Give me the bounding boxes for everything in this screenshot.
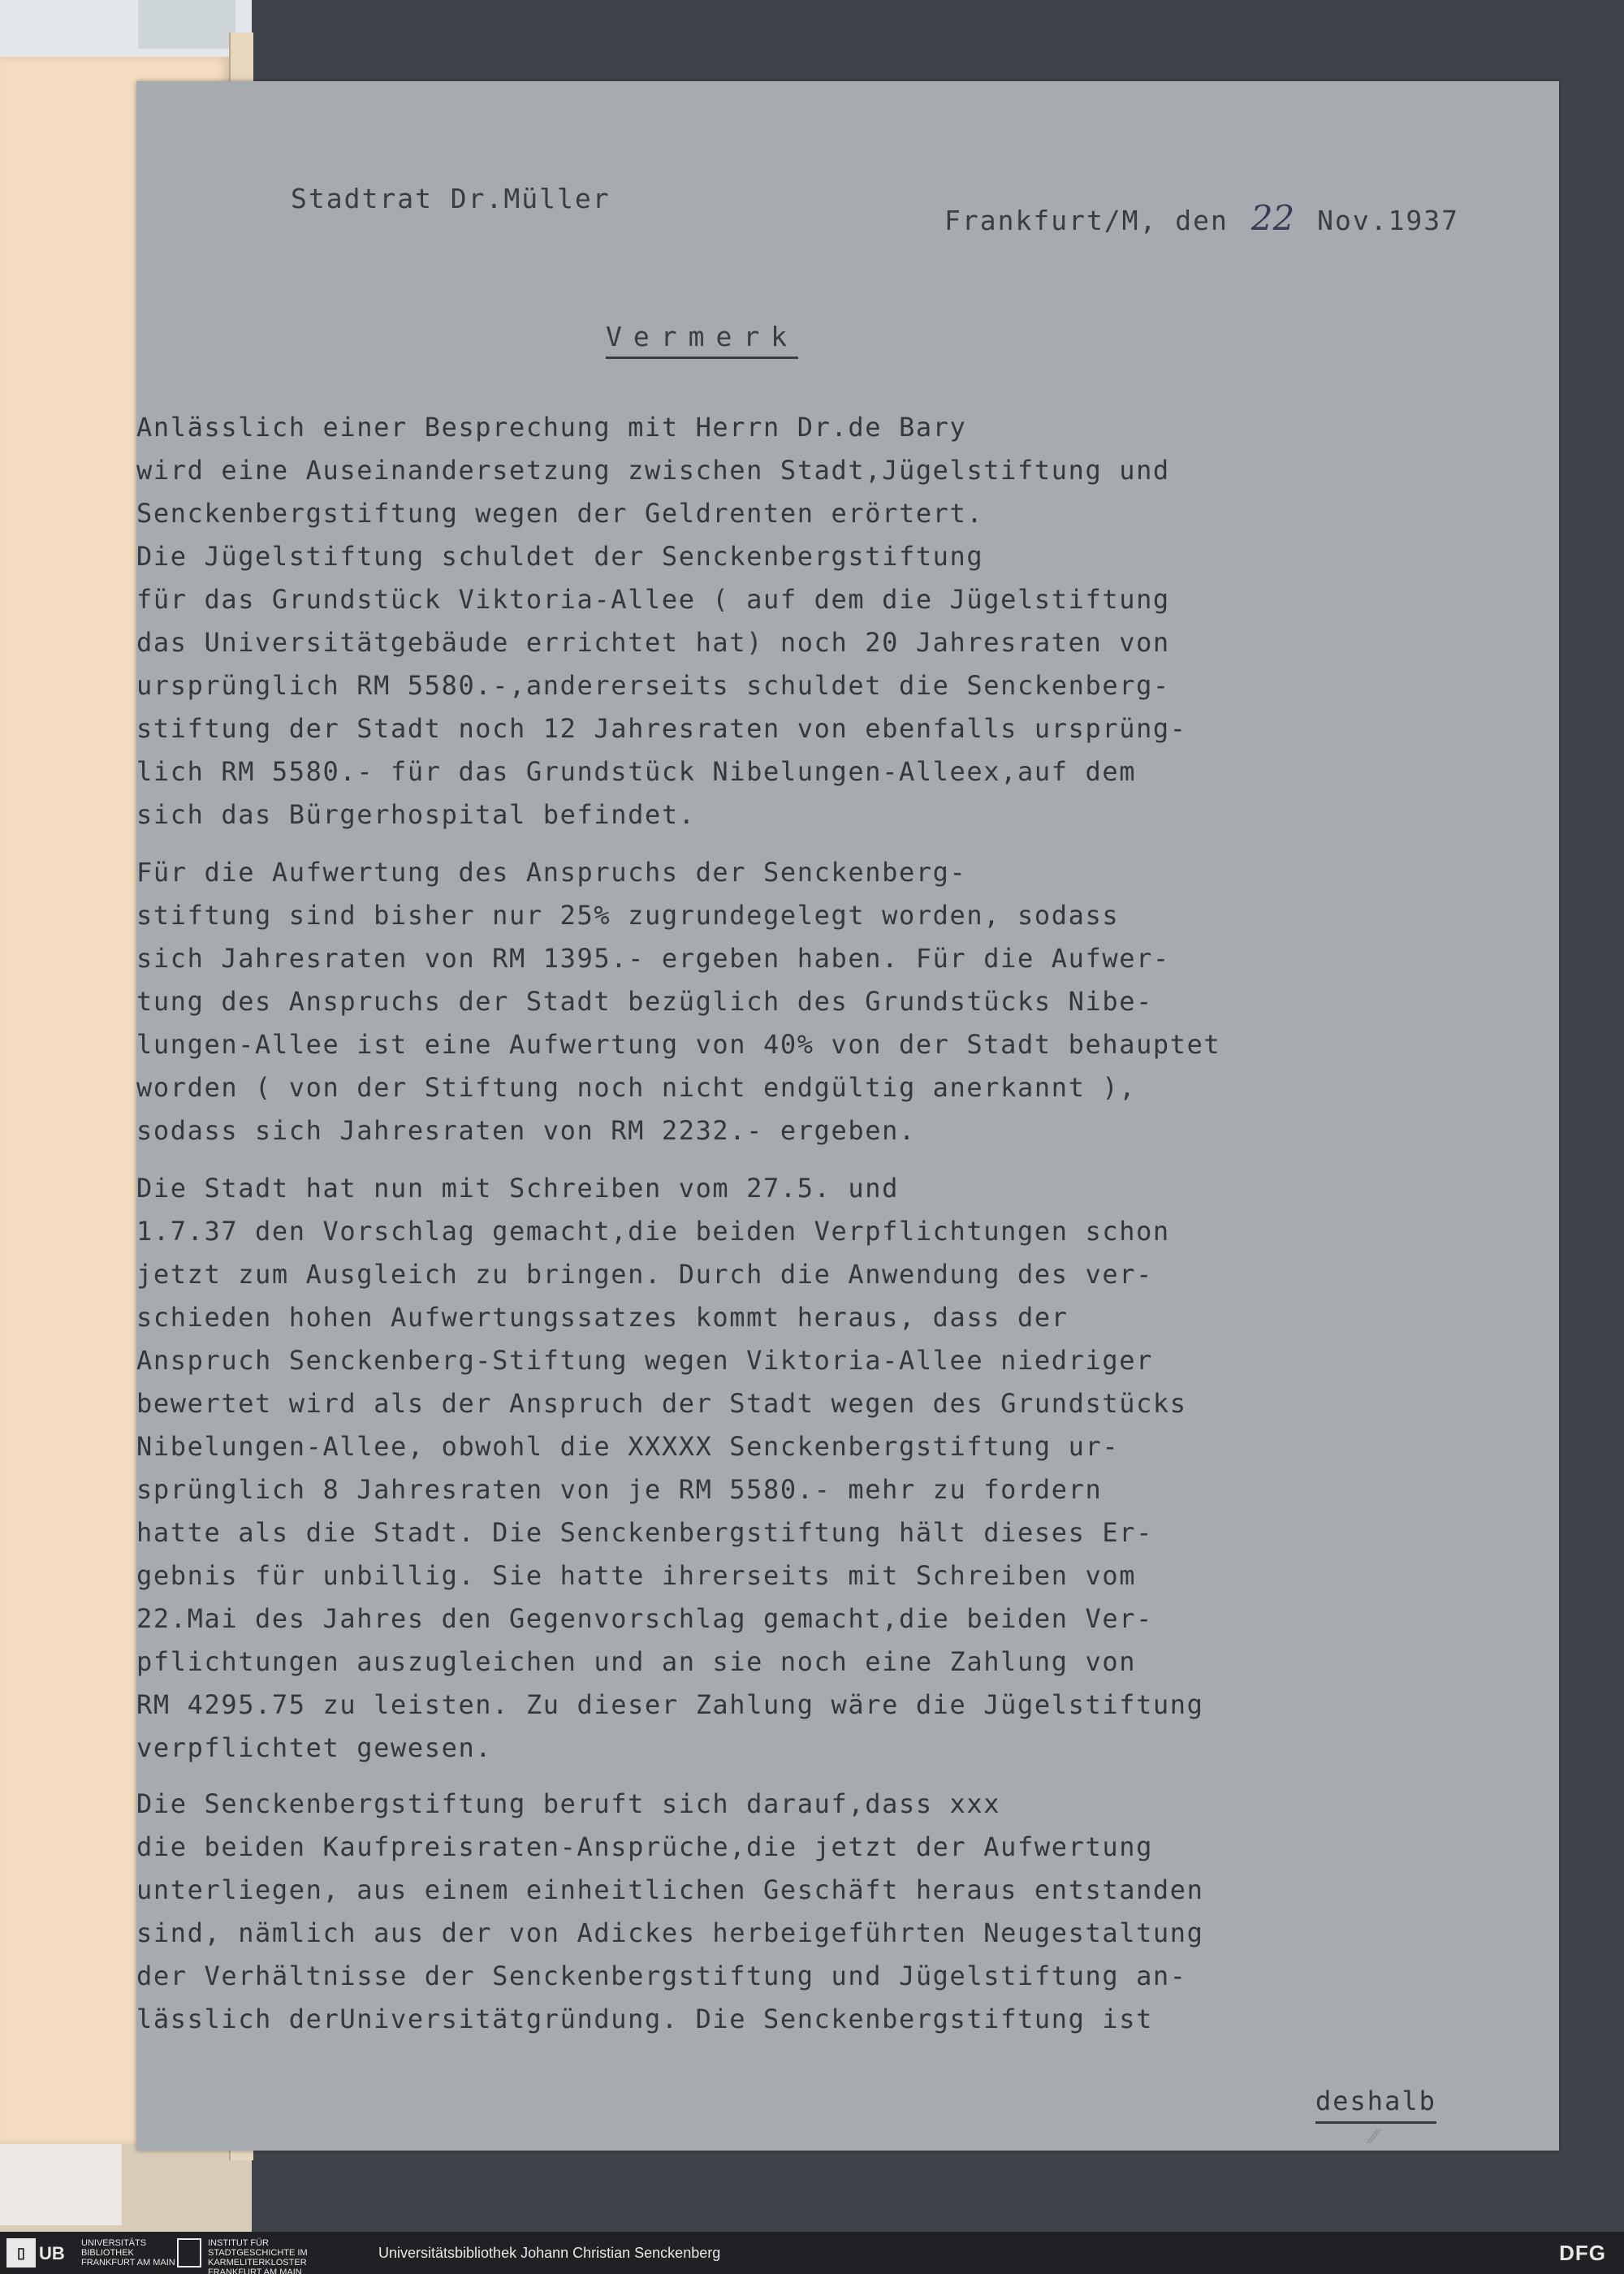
- body-line: sich Jahresraten von RM 1395.- ergeben haben. Für die Aufwer-: [136, 943, 1170, 974]
- body-line: das Universitätgebäude errichtet hat) noch 20 Jahresraten von: [136, 627, 1170, 658]
- body-line: Die Stadt hat nun mit Schreiben vom 27.5. und: [136, 1173, 899, 1204]
- body-line: RM 4295.75 zu leisten. Zu dieser Zahlung wäre die Jügelstiftung: [136, 1689, 1204, 1720]
- folder-bottom-paper: [0, 2144, 122, 2225]
- sender-line: Stadtrat Dr.Müller: [291, 183, 611, 214]
- body-line: pflichtungen auszugleichen und an sie noch eine Zahlung von: [136, 1646, 1137, 1677]
- body-line: stiftung der Stadt noch 12 Jahresraten von ebenfalls ursprüng-: [136, 713, 1187, 744]
- body-line: jetzt zum Ausgleich zu bringen. Durch die Anwendung des ver-: [136, 1259, 1153, 1290]
- institute-logo-icon: [177, 2238, 201, 2268]
- body-line: sprünglich 8 Jahresraten von je RM 5580.- mehr zu fordern: [136, 1474, 1103, 1505]
- document-title: Vermerk: [606, 323, 798, 359]
- ub-name: UNIVERSITÄTS BIBLIOTHEK FRANKFURT AM MAIN: [81, 2238, 175, 2268]
- body-line: 22.Mai des Jahres den Gegenvorschlag gemacht,die beiden Ver-: [136, 1603, 1153, 1634]
- body-line: unterliegen, aus einem einheitlichen Geschäft heraus entstanden: [136, 1874, 1204, 1905]
- body-line: die beiden Kaufpreisraten-Ansprüche,die jetzt der Aufwertung: [136, 1831, 1153, 1862]
- body-line: sich das Bürgerhospital befindet.: [136, 799, 696, 830]
- date-place: Frankfurt/M, den: [944, 205, 1229, 236]
- date-line: [944, 198, 1460, 238]
- ub-abbreviation: UB: [39, 2243, 65, 2263]
- body-line: worden ( von der Stiftung noch nicht endgültig anerkannt ),: [136, 1072, 1137, 1103]
- body-line: Die Jügelstiftung schuldet der Senckenbergstiftung: [136, 541, 984, 572]
- body-line: der Verhältnisse der Senckenbergstiftung und Jügelstiftung an-: [136, 1961, 1187, 1991]
- body-line: lich RM 5580.- für das Grundstück Nibelungen-Alleex,auf dem: [136, 756, 1137, 787]
- body-line: sodass sich Jahresraten von RM 2232.- ergeben.: [136, 1115, 916, 1146]
- body-line: gebnis für unbillig. Sie hatte ihrerseits mit Schreiben vom: [136, 1560, 1137, 1591]
- date-day-handwritten: 22: [1250, 198, 1295, 238]
- body-line: wird eine Auseinandersetzung zwischen Stadt,Jügelstiftung und: [136, 455, 1170, 486]
- dfg-logo: DFG: [1559, 2241, 1606, 2265]
- body-line: Anlässlich einer Besprechung mit Herrn Dr.de Bary: [136, 412, 967, 443]
- document-sheet: [136, 81, 1559, 2151]
- body-line: Die Senckenbergstiftung beruft sich darauf,dass xxx: [136, 1788, 1001, 1819]
- ub-logo-icon: ▯: [6, 2238, 36, 2268]
- body-line: Senckenbergstiftung wegen der Geldrenten erörtert.: [136, 498, 984, 529]
- institute-name: INSTITUT FÜR STADTGESCHICHTE IM KARMELITERKLOSTER FRANKFURT AM MAIN: [208, 2238, 308, 2274]
- body-line: sind, nämlich aus der von Adickes herbeigeführten Neugestaltung: [136, 1917, 1204, 1948]
- pencil-mark: ⁄⁄: [1371, 2128, 1377, 2148]
- footer-bar: [0, 2232, 1624, 2274]
- body-line: Nibelungen-Allee, obwohl die XXXXX Senckenbergstiftung ur-: [136, 1431, 1120, 1462]
- body-line: 1.7.37 den Vorschlag gemacht,die beiden Verpflichtungen schon: [136, 1216, 1170, 1247]
- body-line: lässlich derUniversitätgründung. Die Senckenbergstiftung ist: [136, 2004, 1153, 2034]
- date-month-year: Nov.1937: [1317, 205, 1460, 236]
- folder-top-stripe: [138, 0, 235, 49]
- body-line: bewertet wird als der Anspruch der Stadt wegen des Grundstücks: [136, 1388, 1187, 1419]
- body-line: lungen-Allee ist eine Aufwertung von 40% von der Stadt behauptet: [136, 1029, 1221, 1060]
- body-line: schieden hohen Aufwertungssatzes kommt heraus, dass der: [136, 1302, 1069, 1333]
- library-name: Universitätsbibliothek Johann Christian Senckenberg: [378, 2245, 721, 2261]
- page-catchword: deshalb: [1315, 2086, 1436, 2124]
- body-line: tung des Anspruchs der Stadt bezüglich des Grundstücks Nibe-: [136, 986, 1153, 1017]
- body-line: stiftung sind bisher nur 25% zugrundegelegt worden, sodass: [136, 900, 1120, 931]
- body-line: hatte als die Stadt. Die Senckenbergstiftung hält dieses Er-: [136, 1517, 1153, 1548]
- body-line: ursprünglich RM 5580.-,andererseits schuldet die Senckenberg-: [136, 670, 1170, 701]
- body-line: Anspruch Senckenberg-Stiftung wegen Viktoria-Allee niedriger: [136, 1345, 1153, 1376]
- body-line: für das Grundstück Viktoria-Allee ( auf dem die Jügelstiftung: [136, 584, 1170, 615]
- body-line: Für die Aufwertung des Anspruchs der Senckenberg-: [136, 857, 967, 888]
- body-line: verpflichtet gewesen.: [136, 1732, 493, 1763]
